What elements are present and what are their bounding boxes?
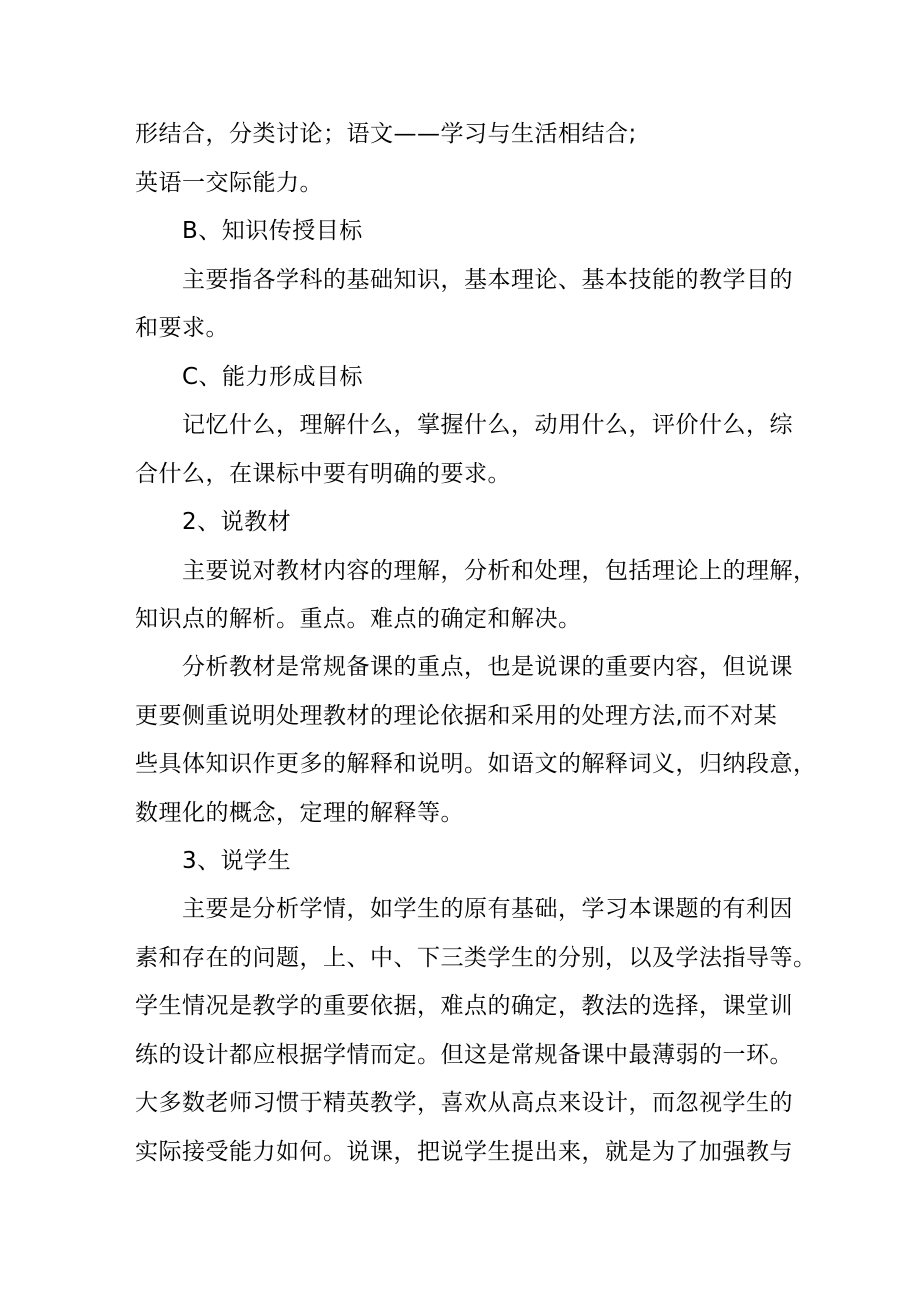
text-line: 大多数老师习惯于精英教学，喜欢从高点来设计，而忽视学生的 bbox=[135, 1090, 793, 1116]
section-heading: 3、说学生 bbox=[182, 848, 292, 874]
text-line: 些具体知识作更多的解释和说明。如语文的解释词义，归纳段意， bbox=[135, 751, 817, 777]
text-line: 实际接受能力如何。说课，把说学生提出来，就是为了加强教与 bbox=[135, 1139, 793, 1165]
section-heading: 2、说教材 bbox=[182, 509, 292, 535]
text-line: 知识点的解析。重点。难点的确定和解决。 bbox=[135, 606, 582, 632]
text-line: 和要求。 bbox=[135, 315, 229, 341]
text-line: 素和存在的问题，上、中、下三类学生的分别，以及学法指导等。 bbox=[135, 945, 817, 971]
text-line: 记忆什么，理解什么，掌握什么，动用什么，评价什么，综 bbox=[182, 412, 793, 438]
text-line: 练的设计都应根据学情而定。但这是常规备课中最薄弱的一环。 bbox=[135, 1042, 793, 1068]
text-line: 数理化的概念，定理的解释等。 bbox=[135, 800, 464, 826]
section-heading: C、能力形成目标 bbox=[182, 364, 364, 390]
text-line: 主要说对教材内容的理解，分析和处理，包括理论上的理解， bbox=[182, 558, 817, 584]
section-heading: B、知识传授目标 bbox=[182, 218, 363, 244]
text-line: 形结合，分类讨论；语文——学习与生活相结合; bbox=[135, 121, 637, 147]
text-line: 分析教材是常规备课的重点，也是说课的重要内容，但说课 bbox=[182, 654, 793, 680]
text-line: 英语一交际能力。 bbox=[135, 170, 323, 196]
text-line: 合什么，在课标中要有明确的要求。 bbox=[135, 461, 511, 487]
text-line: 更要侧重说明处理教材的理论依据和采用的处理方法,而不对某 bbox=[135, 703, 778, 729]
text-line: 主要是分析学情，如学生的原有基础，学习本课题的有利因 bbox=[182, 896, 793, 922]
text-line: 主要指各学科的基础知识，基本理论、基本技能的教学目的 bbox=[182, 267, 793, 293]
text-line: 学生情况是教学的重要依据，难点的确定，教法的选择，课堂训 bbox=[135, 993, 793, 1019]
